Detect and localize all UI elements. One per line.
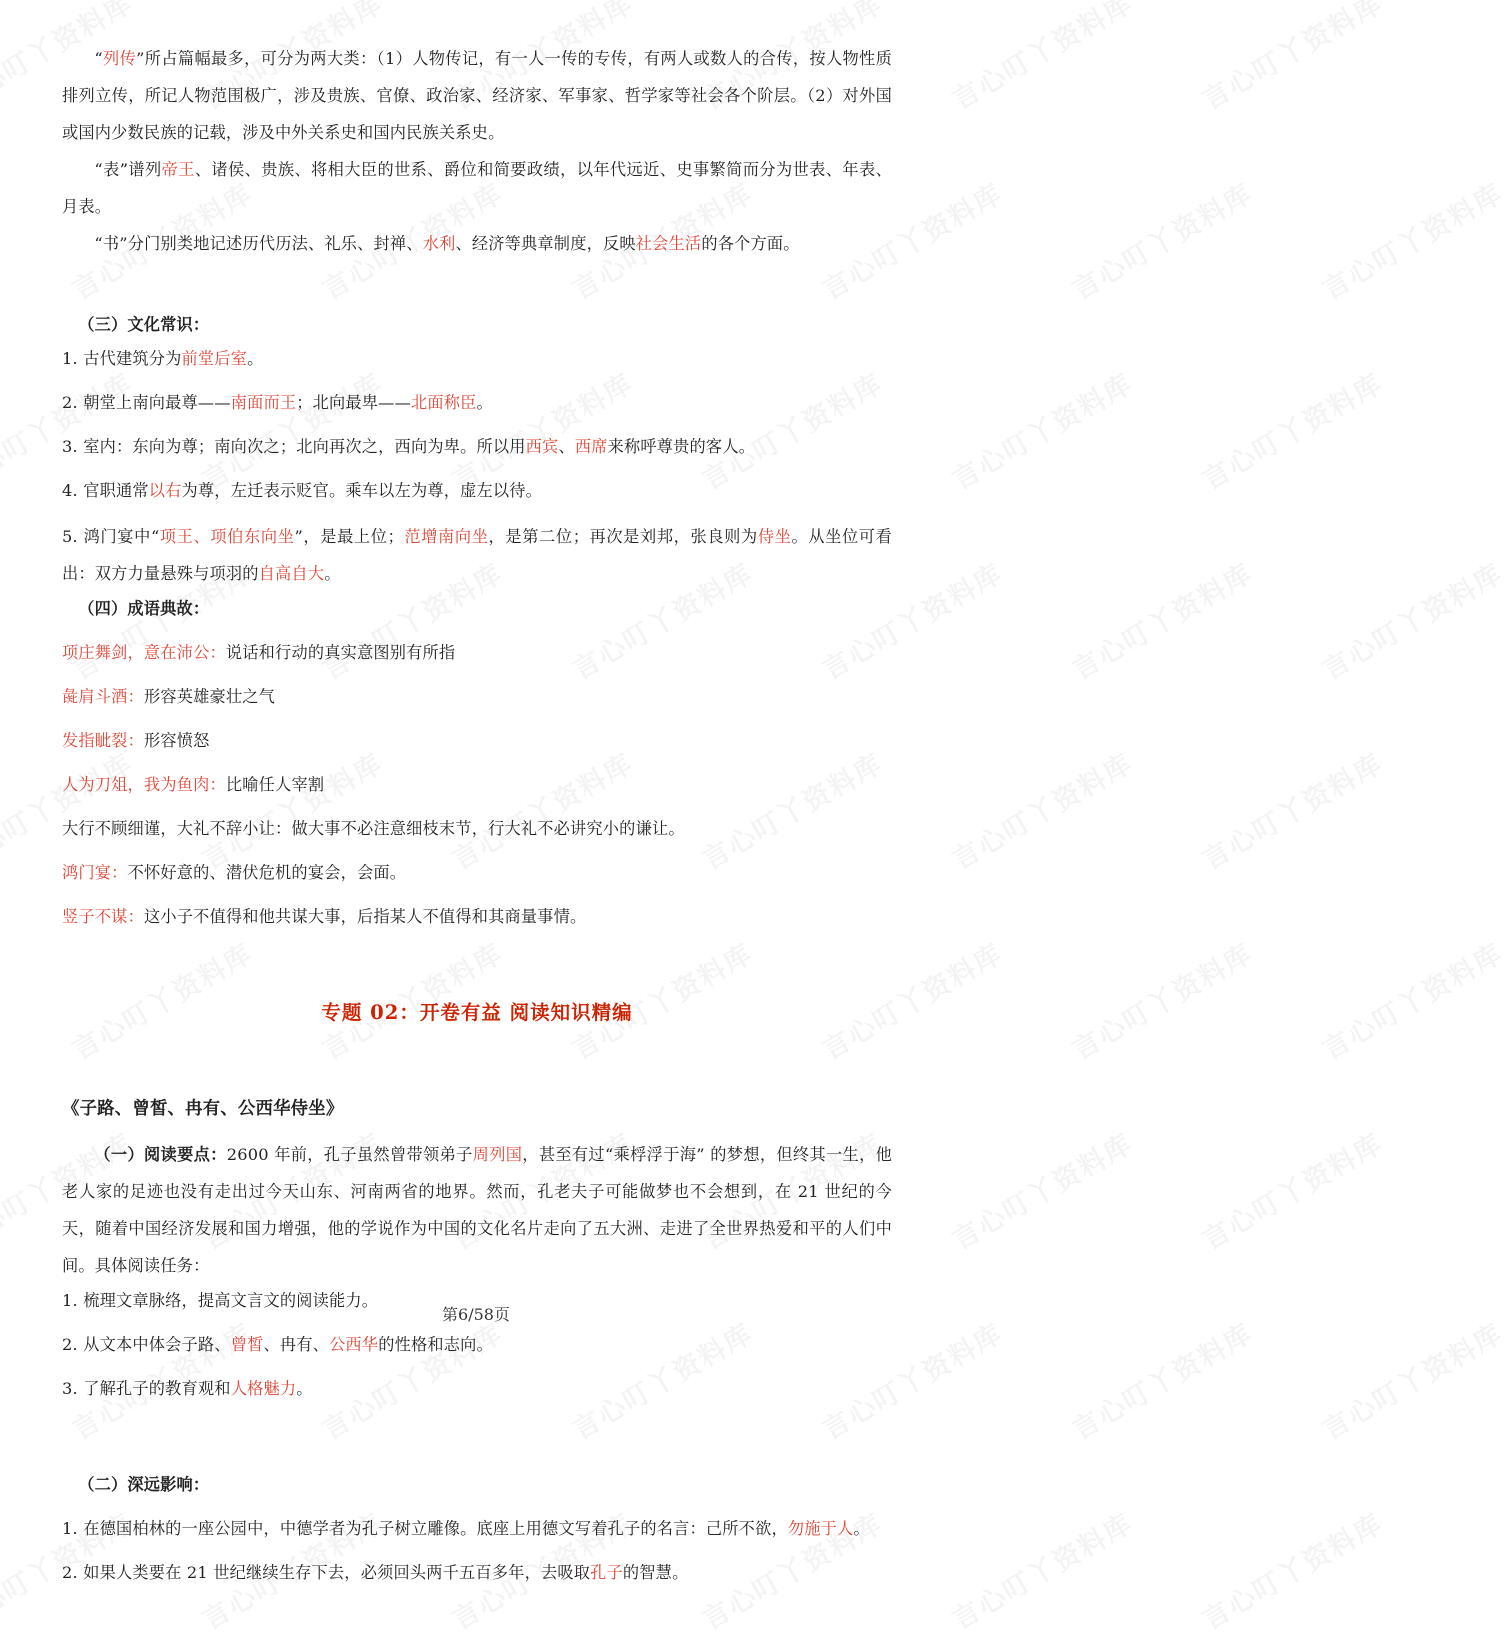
highlight-xiangwang-dongxiangzuo: 项王、项伯东向坐 — [159, 527, 295, 546]
task-item-2 — [62, 1328, 892, 1362]
watermark-text — [1194, 362, 1389, 497]
idiom-entry-4 — [62, 768, 892, 802]
idiom-entry-6 — [62, 856, 892, 890]
idiom-gloss: 形容愤怒 — [143, 731, 210, 750]
paragraph-liezhuan-body: 所占篇幅最多，可分为两大类：（1）人物传记，有一人一传的专传，有两人或数人的合传，按人物性质排列立传，所记人物范围极广，涉及贵族、官僚、政治家、经济家、军事家、哲学家等社会各个阶层。（2）对外国或国内少数民族的记载，涉及中外关系史和国内民族关系史。 — [62, 49, 892, 142]
highlight-rengemeili: 人格魅力 — [230, 1379, 297, 1398]
culture-item-4-lead: 4. 官职通常 — [62, 481, 149, 500]
task-item-2-mid: 、冉有、 — [263, 1335, 330, 1354]
watermark-text — [1064, 552, 1259, 687]
idiom-separator: ： — [209, 775, 226, 794]
spacer — [62, 1546, 892, 1556]
spacer — [62, 1126, 892, 1136]
idiom-term: 鸿门宴 — [62, 863, 112, 882]
watermark-text — [1314, 932, 1509, 1067]
highlight-gongxihua: 公西华 — [329, 1335, 379, 1354]
watermark-text — [944, 1502, 1139, 1637]
idiom-entry-3 — [62, 724, 892, 758]
watermark-text — [1064, 172, 1259, 307]
spacer — [62, 1362, 892, 1372]
culture-item-3-lead: 3. 室内：东向为尊；南向次之；北向再次之，西向为卑。所以用 — [62, 437, 526, 456]
task-item-2-tail: 的性格和志向。 — [378, 1335, 493, 1354]
watermark-text — [944, 0, 1139, 117]
spacer — [62, 714, 892, 724]
topic-title: 专题 02：开卷有益 阅读知识精编 — [321, 1001, 633, 1024]
idiom-entry-7 — [62, 900, 892, 934]
task-item-1-lead: 1. 梳理文章脉络，提高文言文的阅读能力。 — [62, 1291, 379, 1310]
heading-culture: （三）文化常识： — [78, 315, 210, 334]
paragraph-shu-mid: 、经济等典章制度，反映 — [455, 234, 636, 253]
idiom-gloss: 说话和行动的真实意图别有所指 — [225, 643, 456, 662]
paragraph-biao — [62, 151, 892, 225]
task-item-3-tail: 。 — [296, 1379, 313, 1398]
heading-idioms: （四）成语典故： — [78, 599, 210, 618]
highlight-zigaozida: 自高自大 — [258, 564, 325, 583]
paragraph-liezhuan — [62, 40, 892, 151]
idiom-term: 人为刀俎，我为鱼肉 — [62, 775, 210, 794]
culture-item-5-mid3: 。从坐位可看出：双方力量悬殊与项羽的 — [62, 527, 893, 583]
impact-item-2 — [62, 1556, 892, 1590]
idiom-term: 大行不顾细谨，大礼不辞小让 — [62, 819, 276, 838]
watermark-text — [944, 742, 1139, 877]
watermark-text — [1194, 1122, 1389, 1257]
spacer — [62, 890, 892, 900]
watermark-text — [944, 362, 1139, 497]
paragraph-shu-tail: 的各个方面。 — [701, 234, 800, 253]
idiom-term: 发指眦裂 — [62, 731, 128, 750]
idiom-separator: ： — [127, 907, 144, 926]
culture-item-1 — [62, 342, 892, 376]
idiom-separator: ： — [209, 643, 226, 662]
highlight-xixi: 西席 — [574, 437, 608, 456]
watermark-text — [1314, 1312, 1509, 1447]
highlight-youyou: 以右 — [148, 481, 182, 500]
culture-item-1-lead: 1. 古代建筑分为 — [62, 349, 182, 368]
reading-points-rest: ，甚至有过“乘桴浮于海” 的梦想，但终其一生，他老人家的足迹也没有走出过今天山东、河南两省的地界。然而，孔老夫子可能做梦也不会想到，在 21 世纪的今天，随着中国经济发展和国力增强，他的学说作为中国的文化名片走向了五大洲、走进了全世界热爱和平的人们中间。具体阅读任务： — [62, 1145, 893, 1275]
idiom-term: 彘肩斗酒 — [62, 687, 128, 706]
impact-item-2-tail: 的智慧。 — [622, 1563, 689, 1582]
watermark-text — [1194, 1502, 1389, 1637]
culture-item-4 — [62, 474, 892, 508]
paragraph-biao-rest: 、诸侯、贵族、将相大臣的世系、爵位和简要政绩，以年代远近、史事繁简而分为世表、年表、月表。 — [62, 160, 892, 216]
task-item-2-lead: 2. 从文本中体会子路、 — [62, 1335, 231, 1354]
culture-item-2-tail: 。 — [476, 393, 493, 412]
culture-item-5-mid: ”，是最上位； — [294, 527, 404, 546]
watermark-text — [1064, 1312, 1259, 1447]
watermark-text — [1194, 0, 1389, 117]
spacer — [62, 758, 892, 768]
text-title: 《子路、曾皙、冉有、公西华侍坐》 — [62, 1099, 344, 1119]
watermark-text — [944, 1122, 1139, 1257]
paragraph-shu — [62, 225, 892, 262]
highlight-shehuishenghuo: 社会生活 — [635, 234, 702, 253]
paragraph-biao-lead: “表”谱列 — [94, 160, 162, 179]
culture-item-3-tail: 来称呼尊贵的客人。 — [607, 437, 756, 456]
highlight-nanmianerwang: 南面而王 — [230, 393, 297, 412]
culture-item-1-tail: 。 — [247, 349, 264, 368]
highlight-diwang: 帝王 — [161, 160, 195, 179]
idiom-separator: ： — [127, 687, 144, 706]
spacer — [62, 670, 892, 680]
highlight-qiantanghoushi: 前堂后室 — [181, 349, 248, 368]
spacer — [62, 846, 892, 856]
spacer — [62, 802, 892, 812]
idiom-gloss: 做大事不必注意细枝末节，行大礼不必讲究小的谦让。 — [291, 819, 685, 838]
spacer — [62, 934, 892, 996]
culture-item-5-tail: 。 — [324, 564, 341, 583]
culture-item-3-mid: 、 — [558, 437, 575, 456]
culture-item-2-lead: 2. 朝堂上南向最尊—— — [62, 393, 231, 412]
culture-item-5 — [62, 518, 892, 592]
spacer — [62, 376, 892, 386]
impact-item-1-tail: 。 — [853, 1519, 870, 1538]
impact-item-1-lead: 1. 在德国柏林的一座公园中，中德学者为孔子树立雕像。底座上用德文写着孔子的名言：己所不欲， — [62, 1519, 788, 1538]
page-footer: 第6/58页 — [442, 1305, 510, 1324]
spacer — [62, 464, 892, 474]
idiom-entry-2 — [62, 680, 892, 714]
highlight-shuili: 水利 — [422, 234, 456, 253]
idiom-separator: ： — [127, 731, 144, 750]
culture-item-5-mid2: ，是第二位；再次是刘邦，张良则为 — [488, 527, 758, 546]
reading-points-lead: 2600 年前，孔子虽然曾带领弟子 — [226, 1145, 473, 1164]
idiom-term: 项庄舞剑，意在沛公 — [62, 643, 210, 662]
spacer — [62, 262, 892, 308]
spacer — [62, 420, 892, 430]
idiom-gloss: 比喻任人宰割 — [225, 775, 325, 794]
idiom-separator: ： — [111, 863, 128, 882]
spacer — [62, 1502, 892, 1512]
task-item-3 — [62, 1372, 892, 1406]
highlight-wushiyuren: 勿施于人 — [787, 1519, 854, 1538]
spacer — [62, 626, 892, 636]
highlight-shizuo: 侍坐 — [757, 527, 792, 546]
idiom-term: 竖子不谋 — [62, 907, 128, 926]
impact-item-2-lead: 2. 如果人类要在 21 世纪继续生存下去，必须回头两千五百多年，去吸取 — [62, 1563, 591, 1582]
watermark-text — [1194, 742, 1389, 877]
task-item-3-lead: 3. 了解孔子的教育观和 — [62, 1379, 231, 1398]
culture-item-2-mid: ；北向最卑—— — [296, 393, 411, 412]
watermark-text — [1314, 172, 1509, 307]
culture-item-2 — [62, 386, 892, 420]
highlight-fanzeng-nanxiangzuo: 范增南向坐 — [403, 527, 489, 546]
quote-open: “ — [94, 49, 103, 68]
reading-points-label: （一）阅读要点： — [94, 1145, 227, 1164]
highlight-liezhuan: 列传 — [102, 49, 137, 68]
highlight-xibin: 西宾 — [525, 437, 559, 456]
highlight-zhouliuguo: 周列国 — [472, 1145, 523, 1164]
paragraph-shu-lead: “书”分门别类地记述历代历法、礼乐、封禅、 — [94, 234, 423, 253]
spacer — [62, 508, 892, 518]
impact-item-1 — [62, 1512, 892, 1546]
highlight-kongzi: 孔子 — [590, 1563, 623, 1582]
culture-item-3 — [62, 430, 892, 464]
highlight-beimianchengchen: 北面称臣 — [410, 393, 477, 412]
idiom-gloss: 形容英雄豪壮之气 — [143, 687, 276, 706]
watermark-text — [1314, 552, 1509, 687]
idiom-entry-5 — [62, 812, 892, 846]
reading-points-paragraph — [62, 1136, 892, 1284]
idiom-entry-1 — [62, 636, 892, 670]
watermark-text — [1064, 932, 1259, 1067]
spacer — [62, 1030, 892, 1092]
heading-impact: （二）深远影响： — [78, 1475, 210, 1494]
idiom-gloss: 这小子不值得和他共谋大事，后指某人不值得和其商量事情。 — [143, 907, 587, 926]
idiom-separator: ： — [275, 819, 292, 838]
highlight-zengxi: 曾皙 — [230, 1335, 264, 1354]
idiom-gloss: 不怀好意的、潜伏危机的宴会，会面。 — [127, 863, 407, 882]
spacer — [62, 1406, 892, 1468]
culture-item-5-lead: 5. 鸿门宴中“ — [62, 527, 160, 546]
quote-close: ” — [136, 49, 145, 68]
culture-item-4-tail: 为尊，左迁表示贬官。乘车以左为尊，虚左以待。 — [181, 481, 543, 500]
